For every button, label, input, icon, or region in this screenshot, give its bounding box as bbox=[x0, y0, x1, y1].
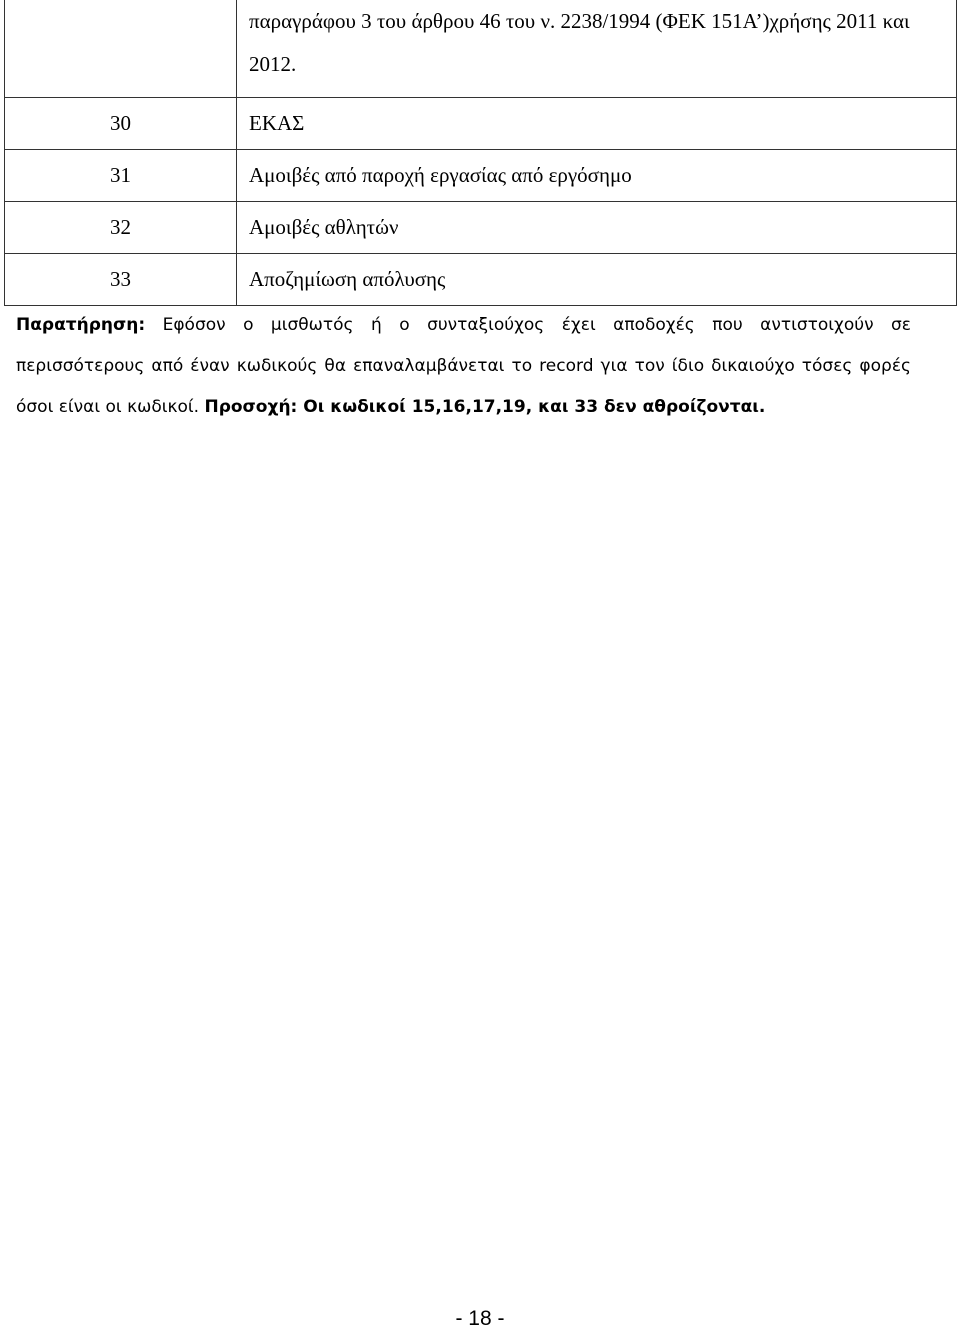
table-row bbox=[5, 254, 957, 306]
code-cell: 30 bbox=[5, 98, 237, 150]
page-number: - 18 - bbox=[455, 1307, 505, 1330]
note-paragraph bbox=[16, 305, 911, 428]
note-label: Παρατήρηση: bbox=[16, 315, 146, 335]
code-cell bbox=[5, 0, 237, 98]
description-cell: Αποζημίωση απόλυσης bbox=[237, 254, 957, 306]
code-cell: 31 bbox=[5, 150, 237, 202]
codes-table bbox=[4, 0, 957, 306]
code-cell: 33 bbox=[5, 254, 237, 306]
table-row bbox=[5, 202, 957, 254]
note-body: Εφόσον ο μισθωτός ή ο συνταξιούχος έχει αποδοχές που αντιστοιχούν σε περισσότερους από έναν κωδικούς θα επαναλαμβάνεται το record για τον ίδιο δικαιούχο τόσες φορές όσοι είναι οι κωδικοί. bbox=[16, 315, 911, 417]
table-row bbox=[5, 150, 957, 202]
description-cell: ΕΚΑΣ bbox=[237, 98, 957, 150]
code-cell: 32 bbox=[5, 202, 237, 254]
description-cell: Αμοιβές αθλητών bbox=[237, 202, 957, 254]
table-row bbox=[5, 98, 957, 150]
description-cell: παραγράφου 3 του άρθρου 46 του ν. 2238/1994 (ΦΕΚ 151Α’)χρήσης 2011 και 2012. bbox=[237, 0, 957, 98]
table-row bbox=[5, 0, 957, 98]
note-warning: Προσοχή: Οι κωδικοί 15,16,17,19, και 33 δεν αθροίζονται. bbox=[204, 397, 766, 417]
description-cell: Αμοιβές από παροχή εργασίας από εργόσημο bbox=[237, 150, 957, 202]
